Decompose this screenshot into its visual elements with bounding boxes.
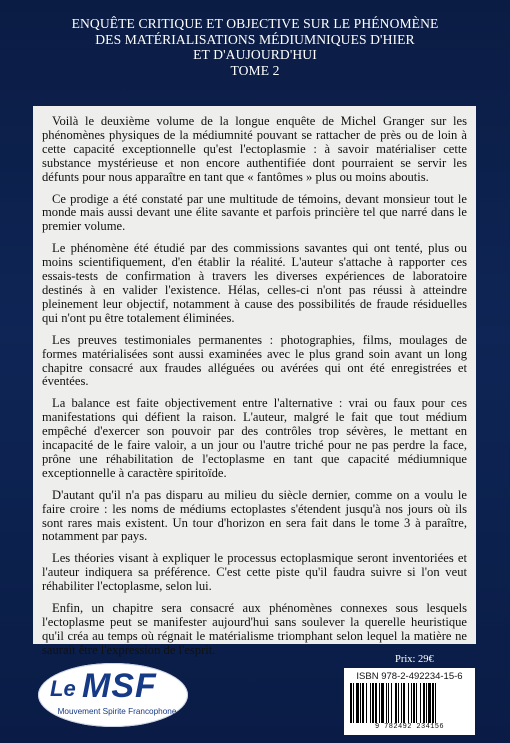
title-line-4: TOME 2 <box>230 62 280 78</box>
summary-panel <box>33 106 476 657</box>
barcode-box <box>344 668 475 735</box>
summary-paragraph-3: Le phénomène été étudié par des commissions savantes qui ont tenté, plus ou moins scientifiquement, d'en établir la réalité. L'auteur s'attache à rapporter ces essais-tests de confirmation à travers les diverses expériences de laboratoire destinés à en valider l'existence. Hélas, celles-ci n'ont pas réussi à atteindre pleinement leur objectif, notamment à cause des possibilités de fraude résiduelles qui n'ont pu être totalement éliminées. <box>42 241 467 325</box>
summary-paragraph-7: Les théories visant à expliquer le processus ectoplasmique seront inventoriées et l'auteur indiquera sa préférence. C'est cette piste qu'il faudra suivre si l'on veut réhabiliter l'ectoplasme, selon lui. <box>42 551 467 594</box>
price-label: Prix: 29€ <box>395 654 434 665</box>
summary-paragraph-8: Enfin, un chapitre sera consacré aux phénomènes connexes sous lesquels l'ectoplasme peut se manifester aujourd'hui sans soulever la querelle heuristique qu'il créa au temps où régnait le matérialisme triomphant selon lequel la matière ne saurait être l'expression de l'esprit. <box>42 601 467 657</box>
title-line-2: DES MATÉRIALISATIONS MÉDIUMNIQUES D'HIER <box>95 31 415 47</box>
summary-paragraph-4: Les preuves testimoniales permanentes : photographies, films, moulages de formes matérialisées sont aussi examinées avec le plus grand soin avant un long chapitre consacré aux fraudes alléguées ou avérées qui ont été enregistrées et éventées. <box>42 332 467 389</box>
summary-paragraph-5: La balance est faite objectivement entre l'alternative : vrai ou faux pour ces manifestations qui défient la raison. L'auteur, malgré le fait que tout médium empêché d'exercer son pouvoir par des contrôles trop sévères, le mettant en incapacité de le faire valoir, a un jour ou l'autre triché pour ne pas perdre la face, prône une réhabilitation de l'ectoplasme en tant que capacité médiumnique exceptionnelle à caractère spiritoïde. <box>42 396 467 480</box>
summary-paragraph-2: Ce prodige a été constaté par une multitude de témoins, devant monsieur tout le monde mais aussi devant une élite savante et parfois princière tel que narré dans le premier volume. <box>42 191 467 234</box>
title-line-1: ENQUÊTE CRITIQUE ET OBJECTIVE SUR LE PHÉNOMÈNE <box>71 16 439 31</box>
isbn-label: ISBN 978-2-492234-15-6 <box>356 671 463 682</box>
title-line-3: ET D'AUJOURD'HUI <box>193 47 317 62</box>
logo-le-text: Le <box>50 676 76 701</box>
barcode-icon <box>350 683 469 723</box>
cover-title <box>40 16 470 78</box>
barcode-digits: 9 782492 234156 <box>374 723 444 731</box>
logo-subtitle: Mouvement Spirite Francophone <box>57 707 177 716</box>
msf-publisher-logo <box>38 663 188 727</box>
logo-msf-text: MSF <box>82 667 157 705</box>
summary-paragraph-1: Voilà le deuxième volume de la longue enquête de Michel Granger sur les phénomènes physiques de la médiumnité pouvant se rattacher de près ou de loin à cette capacité exceptionnelle qu'est l'ectoplasmie : à savoir matérialiser cette substance mystérieuse et non encore authentifiée dont pourraient se servir les défunts pour nous apparaître en tant que « fantômes » plus ou moins aboutis. <box>42 114 467 184</box>
summary-paragraph-6: D'autant qu'il n'a pas disparu au milieu du siècle dernier, comme on a voulu le faire croire : les noms de médiums ectoplastes s'étendent jusqu'à nos jours où ils sont rares mais existent. Un tour d'horizon en sera fait dans le tome 3 à paraître, notamment par pays. <box>42 487 467 544</box>
